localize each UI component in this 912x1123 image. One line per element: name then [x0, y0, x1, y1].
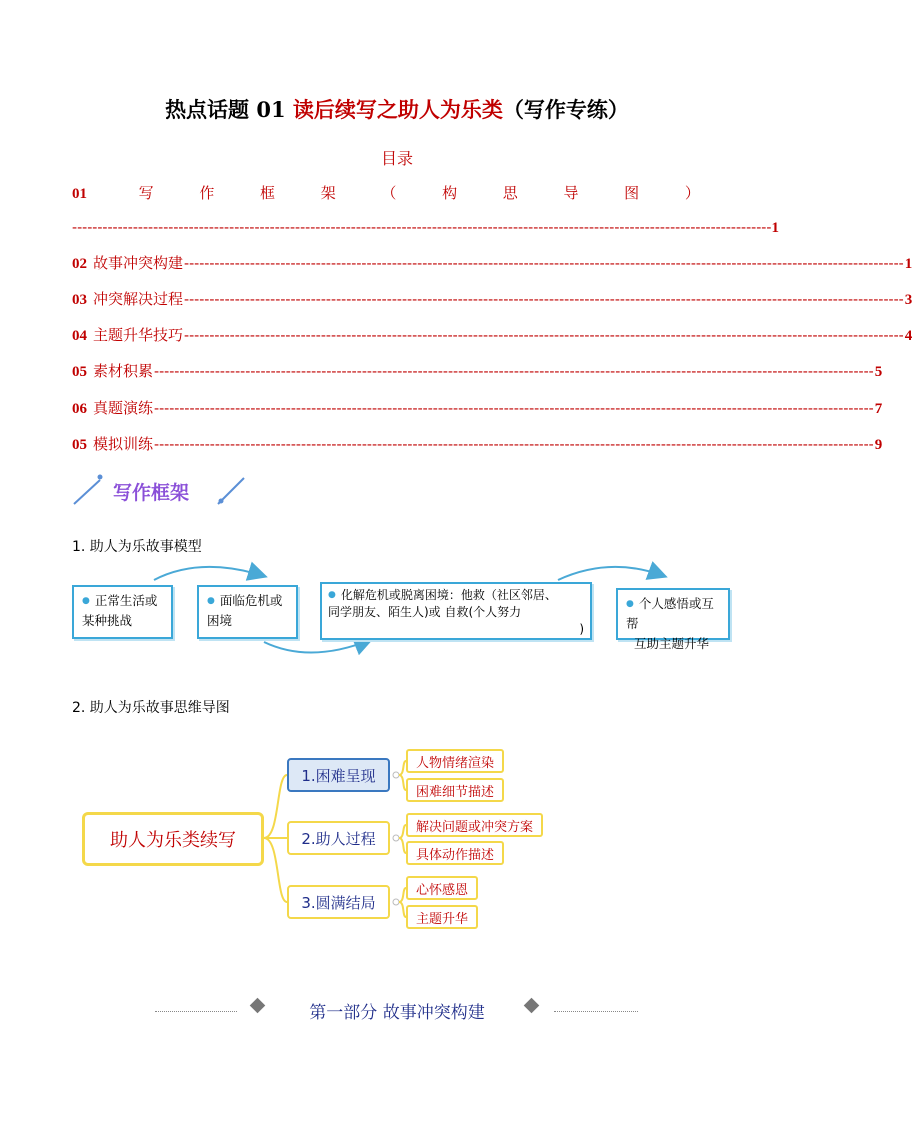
- toc-char: 图: [624, 184, 640, 202]
- toc-entry-number: 03: [72, 292, 87, 308]
- part-right-rule: [554, 1011, 638, 1012]
- toc-entry-text: 素材积累: [93, 362, 154, 380]
- mindmap-branch-ending[interactable]: 3.圆满结局: [287, 885, 390, 919]
- toc-entry-page: 4: [904, 328, 912, 344]
- mindmap-leaf: 人物情绪渲染: [406, 749, 504, 773]
- toc-char: （: [381, 184, 397, 202]
- mindmap-leaf: 具体动作描述: [406, 841, 504, 865]
- model-box-line: 互助主题升华: [634, 636, 710, 651]
- model-box-line: ): [579, 622, 584, 636]
- mindmap-branch-difficulty[interactable]: 1.困难呈现: [287, 758, 390, 792]
- mindmap-leaf: 困难细节描述: [406, 778, 504, 802]
- title-suffix: （写作专练）: [502, 97, 629, 122]
- toc-entry-number: 06: [72, 401, 87, 417]
- mindmap-root: 助人为乐类续写: [82, 812, 264, 866]
- section-right-slash-icon: [214, 472, 250, 508]
- toc-entry-text: 真题演练: [93, 399, 154, 417]
- toc-char: 架: [320, 184, 336, 202]
- mindmap-leaf: 解决问题或冲突方案: [406, 813, 543, 837]
- toc-entry-number: 02: [72, 256, 87, 272]
- toc-entry-text: 冲突解决过程: [93, 290, 184, 308]
- toc-entry-3[interactable]: [72, 288, 912, 309]
- toc-char: 导: [563, 184, 579, 202]
- toc-entry-number: 05: [72, 437, 87, 453]
- toc-entry-5[interactable]: [72, 360, 883, 381]
- model-box-line: 个人感悟或互帮: [626, 596, 714, 631]
- document-title: [0, 94, 794, 124]
- mindmap-heading: 2. 助人为乐故事思维导图: [72, 700, 230, 716]
- toc-char: 框: [260, 184, 276, 202]
- toc-leader-dots: ----------------------------------------------------------------------------------------------------------------------------------------------: [184, 290, 904, 308]
- toc-entry-7[interactable]: [72, 433, 883, 454]
- toc-heading: 目录: [380, 149, 413, 168]
- toc-entry-text: 模拟训练: [93, 435, 154, 453]
- toc-leader-dots: ----------------------------------------------------------------------------------------------------------------------------------------------: [154, 435, 874, 453]
- toc-char: 思: [502, 184, 518, 202]
- model-box-normal-life: ● 正常生活或 某种挑战: [72, 585, 173, 639]
- toc-char: 构: [442, 184, 458, 202]
- toc-entry-number: 05: [72, 364, 87, 380]
- section-title: 写作框架: [113, 482, 190, 504]
- toc-entry-4[interactable]: [72, 324, 912, 345]
- title-highlight: 读后续写之助人为乐类: [292, 97, 503, 122]
- model-box-line: 同学朋友、陌生人)或 自救(个人努力: [328, 605, 522, 619]
- toc-entry-page: 1: [771, 220, 779, 236]
- toc-entry-2[interactable]: [72, 252, 912, 273]
- toc-leader-dots: ----------------------------------------------------------------------------------------------------------------------------------------------: [184, 326, 904, 344]
- model-box-reflection: ● 个人感悟或互帮 互助主题升华: [616, 588, 730, 640]
- part-title: 第一部分 故事冲突构建: [309, 1003, 485, 1023]
- toc-entry-number: 01: [72, 186, 87, 202]
- toc-char: 作: [199, 184, 215, 202]
- toc-entry-page: 3: [904, 292, 912, 308]
- mindmap-leaf: 心怀感恩: [406, 876, 478, 900]
- mindmap-branch-help[interactable]: 2.助人过程: [287, 821, 390, 855]
- toc-entry-page: 1: [904, 256, 912, 272]
- section-left-slash-icon: [70, 472, 110, 508]
- toc-entry-page: 7: [874, 401, 883, 417]
- model-box-line: 正常生活或: [94, 593, 158, 608]
- model-box-line: 面临危机或: [219, 593, 283, 608]
- toc-entry-6[interactable]: [72, 397, 883, 418]
- toc-entry-page: 9: [874, 437, 883, 453]
- toc-entry-text: 主题升华技巧: [93, 326, 184, 344]
- toc-leader-dots: ----------------------------------------------------------------------------------------------------------------------------------------------: [184, 254, 904, 272]
- toc-entry-text: 故事冲突构建: [93, 254, 184, 272]
- model-heading: 1. 助人为乐故事模型: [72, 539, 202, 555]
- mindmap-leaf: 主题升华: [406, 905, 478, 929]
- title-prefix: 热点话题 01: [165, 97, 293, 122]
- model-box-line: 某种挑战: [82, 613, 133, 628]
- toc-char: 写: [138, 184, 154, 202]
- toc-entry-page: 5: [874, 364, 883, 380]
- toc-leader-dots: ----------------------------------------------------------------------------------------------------------------------------------------------: [154, 362, 874, 380]
- model-box-resolution: ● 化解危机或脱离困境：他救（社区邻居、 同学朋友、陌生人)或 自救(个人努力 ): [320, 582, 592, 640]
- toc-leader-dots: ----------------------------------------------------------------------------------------------------------------------------------------------: [154, 399, 874, 417]
- toc-entry-1-leader: [72, 218, 779, 237]
- model-box-line: 化解危机或脱离困境：他救（社区邻居、: [340, 588, 557, 602]
- toc-leader-dots: ------------------------------------------------------------------------------------------------------------------------------------------: [72, 218, 772, 236]
- model-box-line: 困境: [207, 613, 233, 628]
- toc-char: ）: [684, 184, 700, 202]
- toc-entry-number: 04: [72, 328, 87, 344]
- model-box-crisis: ● 面临危机或 困境: [197, 585, 298, 639]
- toc-entry-1[interactable]: [72, 182, 700, 203]
